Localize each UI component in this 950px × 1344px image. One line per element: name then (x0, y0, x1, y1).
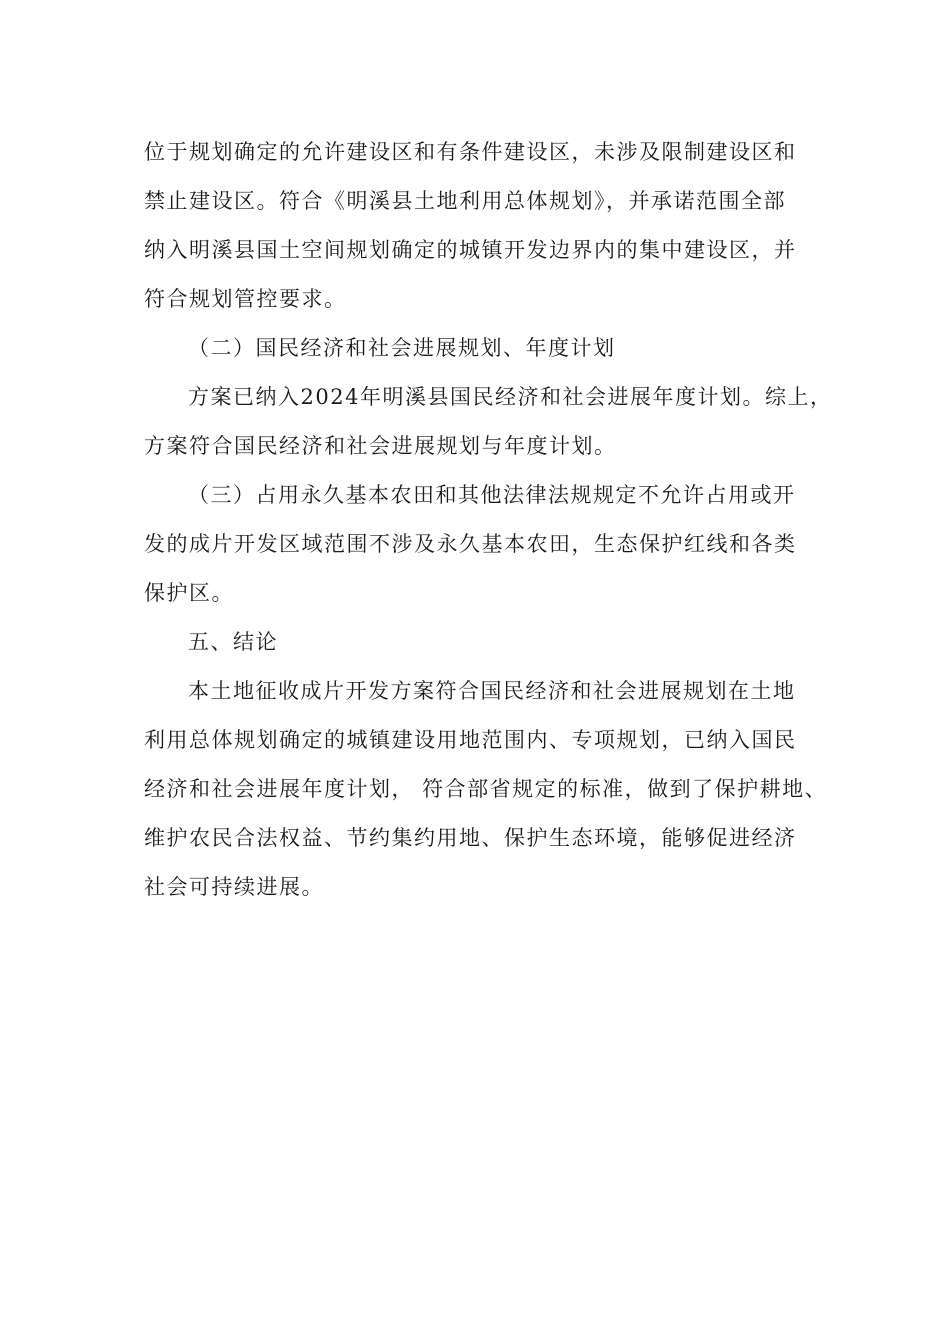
para4-line: 本土地征收成片开发方案符合国民经济和社会进展规划在土地 (188, 679, 796, 703)
para3-line: 发的成片开发区域范围不涉及永久基本农田，生态保护红线和各类 (144, 532, 797, 556)
para1-line: 符合规划管控要求。 (144, 287, 347, 311)
para2-line: 方案已纳入2024年明溪县国民经济和社会进展年度计划。综上， (188, 385, 833, 409)
para3-line: 保护区。 (144, 581, 234, 605)
para1-line: 位于规划确定的允许建设区和有条件建设区，未涉及限制建设区和 (144, 140, 797, 164)
document-body (144, 128, 833, 912)
para4-line: 利用总体规划确定的城镇建设用地范围内、专项规划，已纳入国民 (144, 728, 797, 752)
para4-line: 社会可持续进展。 (144, 875, 324, 899)
para4-line: 维护农民合法权益、节约集约用地、保护生态环境，能够促进经济 (144, 826, 797, 850)
para2-line: 方案符合国民经济和社会进展规划与年度计划。 (144, 434, 617, 458)
para1-line: 禁止建设区。符合《明溪县土地利用总体规划》，并承诺范围全部 (144, 189, 786, 213)
para1-line: 纳入明溪县国土空间规划确定的城镇开发边界内的集中建设区，并 (144, 238, 797, 262)
para4-line: 经济和社会进展年度计划， 符合部省规定的标准，做到了保护耕地、 (144, 777, 828, 801)
section-heading-2: （二）国民经济和社会进展规划、年度计划 (188, 336, 616, 360)
para3-line: （三）占用永久基本农田和其他法律法规规定不允许占用或开 (188, 483, 796, 507)
section-heading-5: 五、结论 (188, 630, 278, 654)
